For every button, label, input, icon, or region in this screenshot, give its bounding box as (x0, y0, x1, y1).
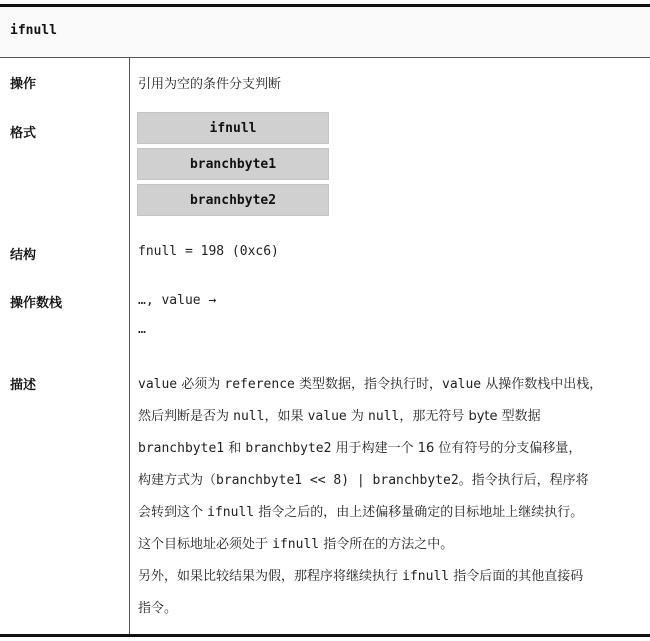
desc-3a: branchbyte1 (138, 441, 225, 456)
desc-2c: ，如果 (264, 409, 308, 424)
desc-7a: 另外，如果比较结果为假，那程序将继续执行 (138, 569, 403, 584)
desc-1b: 必须为 (177, 377, 225, 392)
desc-4b: branchbyte1 << 8) | branchbyte2 (216, 473, 459, 488)
operand-stack-label: 操作数栈 (10, 296, 63, 311)
description-line-3 (138, 433, 643, 465)
desc-6a: 这个目标地址必须处于 (138, 537, 273, 552)
description-line-2 (138, 401, 643, 433)
format-box-opcode: ifnull (137, 112, 329, 144)
structure-label: 结构 (10, 248, 37, 263)
desc-2g: ，那无符号 byte 型数据 (399, 409, 541, 424)
desc-3c: branchbyte2 (245, 441, 332, 456)
desc-2b: null (233, 409, 265, 424)
description-line-5 (138, 497, 643, 529)
operand-stack-after: … (138, 322, 146, 337)
desc-1c: reference (224, 377, 295, 392)
description-line-1 (138, 369, 643, 401)
desc-3b: 和 (224, 441, 246, 456)
description-line-4 (138, 465, 643, 497)
operand-stack-before: …, value → (138, 293, 217, 308)
format-box-branchbyte1: branchbyte1 (137, 148, 329, 180)
desc-6b: ifnull (272, 537, 320, 552)
description-label: 描述 (10, 378, 37, 393)
desc-2e: 为 (346, 409, 368, 424)
desc-5c: 指令之后的，由上述偏移量确定的目标地址上继续执行。 (254, 505, 584, 520)
desc-4a: 构建方式为（ (138, 473, 217, 488)
desc-2a: 然后判断是否为 (138, 409, 234, 424)
description-line-6 (138, 529, 643, 561)
desc-1f: 从操作数栈中出栈， (481, 377, 603, 392)
bottom-rule (0, 634, 650, 637)
instruction-name: ifnull (10, 23, 57, 38)
desc-1e: value (442, 377, 482, 392)
desc-1a: value (138, 377, 178, 392)
description-line-7 (138, 561, 643, 593)
header-band (0, 7, 650, 57)
operation-label: 操作 (10, 77, 37, 92)
format-label: 格式 (10, 126, 37, 141)
desc-2d: value (307, 409, 347, 424)
structure-text: fnull = 198 (0xc6) (138, 244, 279, 259)
description-line-8 (138, 593, 643, 625)
desc-7c: 指令后面的其他直接码 (449, 569, 584, 584)
column-divider (129, 58, 130, 634)
description-text (138, 369, 643, 625)
desc-3d: 用于构建一个 16 位有符号的分支偏移量， (331, 441, 582, 456)
desc-4c: 。指令执行后，程序将 (458, 473, 589, 488)
header-divider (0, 57, 650, 58)
desc-1d: 类型数据，指令执行时， (294, 377, 442, 392)
desc-7b: ifnull (402, 569, 450, 584)
desc-5a: 会转到这个 (138, 505, 208, 520)
desc-6c: 指令所在的方法之中。 (319, 537, 454, 552)
format-box-branchbyte2: branchbyte2 (137, 184, 329, 216)
desc-2f: null (368, 409, 400, 424)
desc-5b: ifnull (207, 505, 255, 520)
operation-text: 引用为空的条件分支判断 (138, 77, 282, 92)
desc-8a: 指令。 (138, 601, 178, 616)
